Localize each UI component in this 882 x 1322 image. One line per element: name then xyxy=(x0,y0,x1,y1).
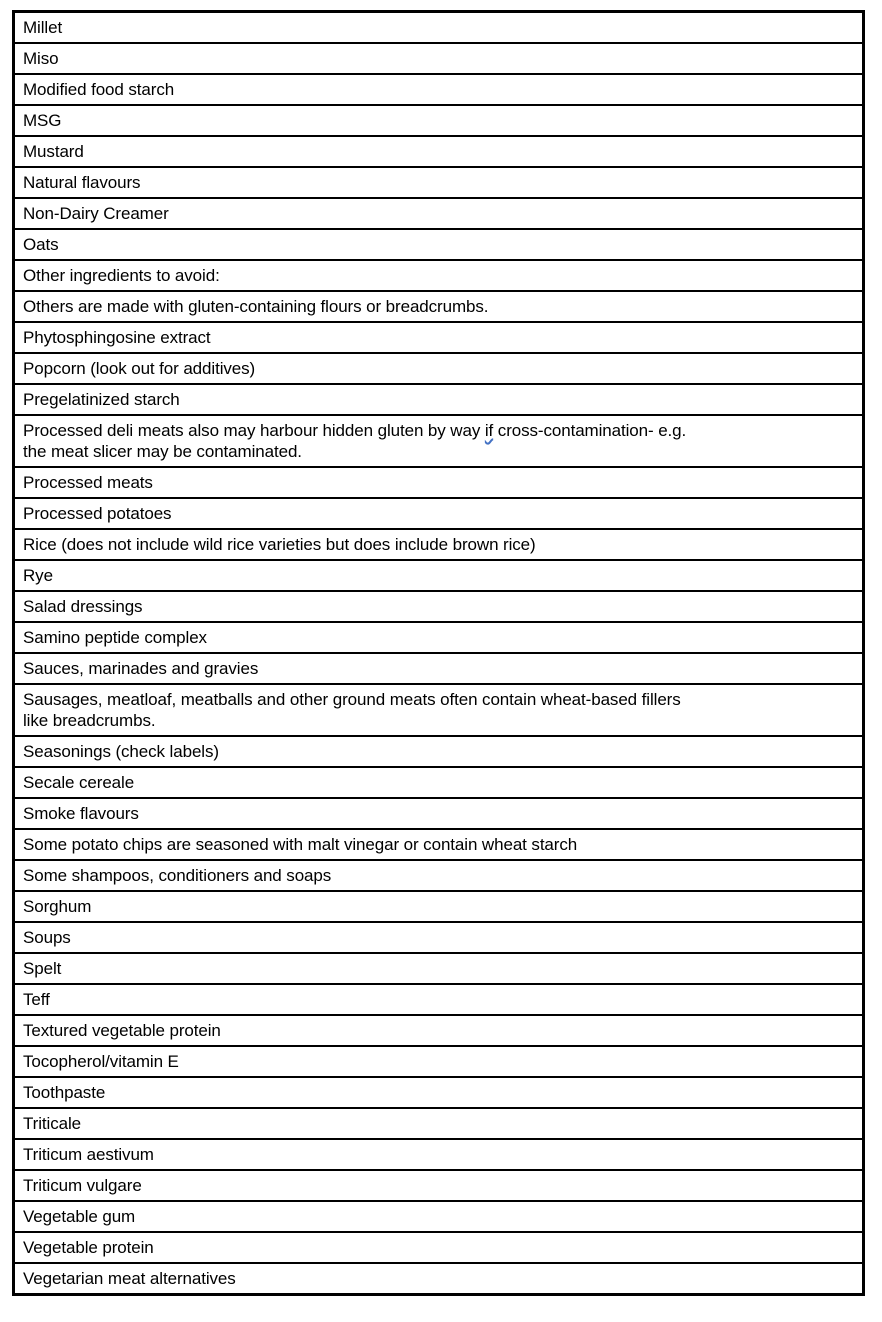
table-cell-line: Natural flavours xyxy=(23,173,141,192)
table-cell-line: Salad dressings xyxy=(23,597,143,616)
table-row[interactable] xyxy=(15,1140,862,1171)
table-cell-line: Seasonings (check labels) xyxy=(23,742,219,761)
table-row[interactable] xyxy=(15,892,862,923)
table-row[interactable] xyxy=(15,954,862,985)
table-row[interactable] xyxy=(15,985,862,1016)
table-row[interactable] xyxy=(15,1016,862,1047)
table-row[interactable] xyxy=(15,199,862,230)
table-row[interactable] xyxy=(15,13,862,44)
table-row[interactable] xyxy=(15,168,862,199)
table-row[interactable] xyxy=(15,292,862,323)
table-row[interactable] xyxy=(15,44,862,75)
table-cell-line: Some shampoos, conditioners and soaps xyxy=(23,866,332,885)
table-row[interactable] xyxy=(15,354,862,385)
table-row[interactable] xyxy=(15,592,862,623)
table-row[interactable] xyxy=(15,830,862,861)
table-row[interactable] xyxy=(15,561,862,592)
table-row[interactable] xyxy=(15,1047,862,1078)
table-row[interactable] xyxy=(15,323,862,354)
table-row[interactable] xyxy=(15,1233,862,1264)
table-cell-line: Phytosphingosine extract xyxy=(23,328,211,347)
table-cell-line: Triticum vulgare xyxy=(23,1176,142,1195)
table-cell-line: Rice (does not include wild rice varieties but does include brown rice) xyxy=(23,535,536,554)
table-cell-line: Triticale xyxy=(23,1114,81,1133)
table-cell-line: Spelt xyxy=(23,959,62,978)
table-cell-line: Processed meats xyxy=(23,473,153,492)
table-row[interactable] xyxy=(15,737,862,768)
table-row[interactable] xyxy=(15,768,862,799)
table-cell-line: Tocopherol/vitamin E xyxy=(23,1052,179,1071)
table-row[interactable] xyxy=(15,416,862,468)
table-cell-line: Smoke flavours xyxy=(23,804,139,823)
table-row[interactable] xyxy=(15,468,862,499)
table-cell-line: Vegetable protein xyxy=(23,1238,154,1257)
table-cell-line: Other ingredients to avoid: xyxy=(23,266,220,285)
table-row[interactable] xyxy=(15,499,862,530)
table-cell-line: Vegetarian meat alternatives xyxy=(23,1269,236,1288)
table-cell-line: Sausages, meatloaf, meatballs and other ground meats often contain wheat-based fillers xyxy=(23,690,681,709)
table-cell-line: Oats xyxy=(23,235,59,254)
table-cell-line: Samino peptide complex xyxy=(23,628,207,647)
table-cell-line: Popcorn (look out for additives) xyxy=(23,359,256,378)
grammar-squiggle-word: if xyxy=(484,421,494,440)
table-row[interactable] xyxy=(15,261,862,292)
table-cell-line: like breadcrumbs. xyxy=(23,711,156,730)
table-cell-line: Modified food starch xyxy=(23,80,175,99)
table-cell-line: Secale cereale xyxy=(23,773,135,792)
table-cell-line: Some potato chips are seasoned with malt vinegar or contain wheat starch xyxy=(23,835,578,854)
table-cell-line: Rye xyxy=(23,566,53,585)
table-cell-line: Soups xyxy=(23,928,71,947)
table-cell-line: the meat slicer may be contaminated. xyxy=(23,442,302,461)
table-row[interactable] xyxy=(15,1078,862,1109)
table-cell-line: Non-Dairy Creamer xyxy=(23,204,169,223)
table-cell-line: Mustard xyxy=(23,142,84,161)
table-row[interactable] xyxy=(15,799,862,830)
table-row[interactable] xyxy=(15,685,862,737)
table-cell-line: Processed deli meats also may harbour hidden gluten by way if cross-contamination- e.g. xyxy=(23,421,687,440)
table-cell-line: Vegetable gum xyxy=(23,1207,136,1226)
table-cell-line: Sorghum xyxy=(23,897,92,916)
table-row[interactable] xyxy=(15,137,862,168)
table-cell-line: Millet xyxy=(23,18,63,37)
table-row[interactable] xyxy=(15,1171,862,1202)
table-cell-line: Triticum aestivum xyxy=(23,1145,154,1164)
table-cell-line: Pregelatinized starch xyxy=(23,390,180,409)
table-row[interactable] xyxy=(15,623,862,654)
table-row[interactable] xyxy=(15,923,862,954)
table-cell-line: Toothpaste xyxy=(23,1083,106,1102)
table-row[interactable] xyxy=(15,1264,862,1293)
table-row[interactable] xyxy=(15,1109,862,1140)
table-row[interactable] xyxy=(15,385,862,416)
table-cell-line: Textured vegetable protein xyxy=(23,1021,221,1040)
table-cell-line: Sauces, marinades and gravies xyxy=(23,659,259,678)
table-cell-line: Processed potatoes xyxy=(23,504,172,523)
table-cell-line: MSG xyxy=(23,111,62,130)
ingredients-table xyxy=(12,10,865,1296)
table-row[interactable] xyxy=(15,654,862,685)
table-row[interactable] xyxy=(15,1202,862,1233)
table-row[interactable] xyxy=(15,75,862,106)
table-cell-line: Miso xyxy=(23,49,59,68)
table-row[interactable] xyxy=(15,530,862,561)
table-cell-line: Others are made with gluten-containing flours or breadcrumbs. xyxy=(23,297,489,316)
table-row[interactable] xyxy=(15,861,862,892)
table-row[interactable] xyxy=(15,230,862,261)
table-cell-line: Teff xyxy=(23,990,50,1009)
table-row[interactable] xyxy=(15,106,862,137)
